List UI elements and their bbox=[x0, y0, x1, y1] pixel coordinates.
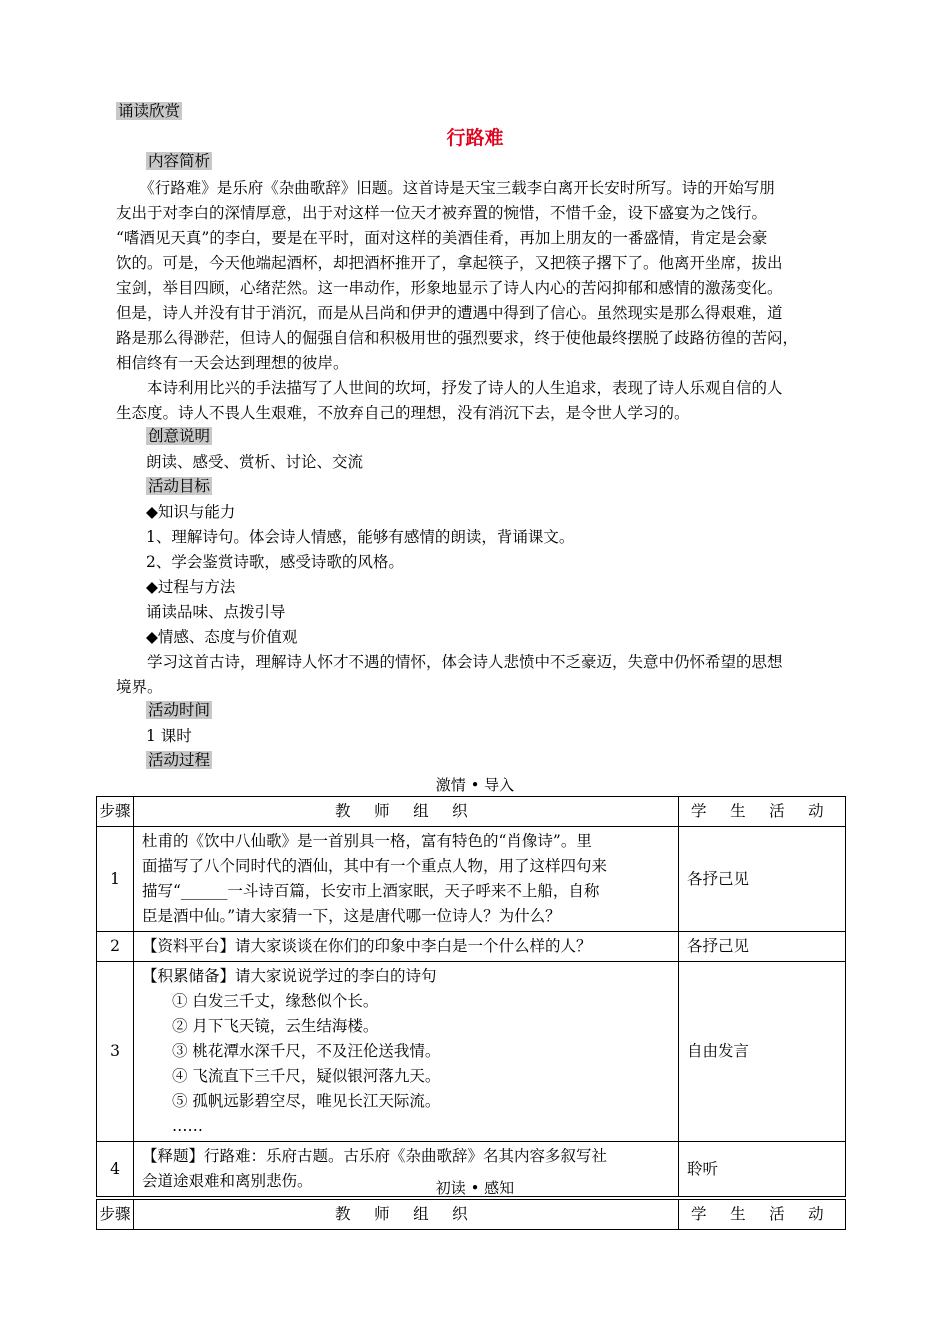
row-teacher: 【释题】行路难：乐府古题。古乐府《杂曲歌辞》名其内容多叙写社 会道途艰难和离别悲伤。 bbox=[134, 1142, 679, 1197]
analysis-line: 相信终有一天会达到理想的彼岸。 bbox=[116, 354, 349, 372]
poem-line: …… bbox=[172, 1117, 203, 1135]
knowledge-item: 2、学会鉴赏诗歌，感受诗歌的风格。 bbox=[146, 553, 404, 571]
poem-line: ① 白发三千丈，缘愁似个长。 bbox=[172, 992, 379, 1010]
goals-heading: 活动目标 bbox=[148, 477, 211, 495]
header-student: 学 生 活 动 bbox=[679, 1200, 846, 1230]
row-student: 各抒己见 bbox=[679, 827, 846, 932]
analysis-line: 饮的。可是，今天他端起酒杯，却把酒杯推开了，拿起筷子，又把筷子撂下了。他离开坐席，拔出 bbox=[116, 254, 783, 272]
table1-caption: 激情 • 导入 bbox=[435, 776, 515, 794]
header-step: 步骤 bbox=[97, 797, 134, 827]
row-step: 1 bbox=[97, 827, 134, 932]
poem-line: ③ 桃花潭水深千尺，不及汪伦送我情。 bbox=[172, 1042, 441, 1060]
table-row bbox=[97, 827, 846, 932]
creative-text: 朗读、感受、赏析、讨论、交流 bbox=[146, 453, 364, 471]
time-heading: 活动时间 bbox=[148, 701, 211, 719]
analysis-line: 友出于对李白的深情厚意，出于对这样一位天才被弃置的惋惜，不惜千金，设下盛宴为之饯行。 bbox=[116, 204, 768, 222]
table2-caption: 初读 • 感知 bbox=[435, 1179, 515, 1197]
table-row bbox=[97, 932, 846, 962]
knowledge-item: 1、理解诗句。体会诗人情感，能够有感情的朗读，背诵课文。 bbox=[146, 528, 575, 546]
table-first-reading bbox=[96, 1199, 846, 1230]
section-tag: 诵读欣赏 bbox=[118, 102, 181, 120]
row-step: 3 bbox=[97, 962, 134, 1142]
analysis-line: 本诗利用比兴的手法描写了人世间的坎坷，抒发了诗人的人生追求，表现了诗人乐观自信的人 bbox=[116, 379, 783, 397]
row-teacher: 【积累储备】请大家说说学过的李白的诗句 ① 白发三千丈，缘愁似个长。 ② 月下飞天镜，云生结海楼。 ③ 桃花潭水深千尺，不及汪伦送我情。 ④ 飞流直下三千尺，疑似银河落九天。 ⑤ 孤帆远影碧空尽，唯见长江天际流。 …… bbox=[134, 962, 679, 1142]
table-row bbox=[97, 962, 846, 1142]
process-method-text: 诵读品味、点拨引导 bbox=[146, 603, 286, 621]
header-teacher: 教 师 组 织 bbox=[134, 797, 679, 827]
header-step: 步骤 bbox=[97, 1200, 134, 1230]
row-teacher: 杜甫的《饮中八仙歌》是一首别具一格，富有特色的“肖像诗”。里 面描写了八个同时代的酒仙，其中有一个重点人物，用了这样四句来 描写“______一斗诗百篇，长安市上酒家眠，天子呼来不上船，自称 臣是酒中仙。”请大家猜一下，这是唐代哪一位诗人？为什么？ bbox=[134, 827, 679, 932]
row-student: 聆听 bbox=[679, 1142, 846, 1197]
row-student: 各抒己见 bbox=[679, 932, 846, 962]
table-header-row bbox=[97, 797, 846, 827]
row-teacher: 【资料平台】请大家谈谈在你们的印象中李白是一个什么样的人？ bbox=[134, 932, 679, 962]
row-step: 2 bbox=[97, 932, 134, 962]
analysis-line: 《行路难》是乐府《杂曲歌辞》旧题。这首诗是天宝三载李白离开长安时所写。诗的开始写朋 bbox=[116, 179, 775, 197]
process-heading: 活动过程 bbox=[148, 751, 211, 769]
process-method-heading: ◆过程与方法 bbox=[146, 578, 236, 596]
content-analysis-heading: 内容简析 bbox=[148, 152, 211, 170]
emotion-heading: ◆情感、态度与价值观 bbox=[146, 628, 298, 646]
analysis-line: 生态度。诗人不畏人生艰难，不放弃自己的理想，没有消沉下去，是令世人学习的。 bbox=[116, 404, 690, 422]
table-intro bbox=[96, 796, 846, 1197]
knowledge-heading: ◆知识与能力 bbox=[146, 503, 236, 521]
analysis-line: “嗜酒见天真”的李白，要是在平时，面对这样的美酒佳肴，再加上朋友的一番盛情，肯定是会豪 bbox=[116, 229, 768, 247]
emotion-line: 学习这首古诗，理解诗人怀才不遇的情怀，体会诗人悲愤中不乏豪迈，失意中仍怀希望的思想 bbox=[116, 653, 783, 671]
analysis-line: 但是，诗人并没有甘于消沉，而是从吕尚和伊尹的遭遇中得到了信心。虽然现实是那么得艰难，道 bbox=[116, 304, 783, 322]
row-student: 自由发言 bbox=[679, 962, 846, 1142]
row-step: 4 bbox=[97, 1142, 134, 1197]
creative-heading: 创意说明 bbox=[148, 427, 211, 445]
time-text: 1 课时 bbox=[146, 727, 192, 745]
table-header-row bbox=[97, 1200, 846, 1230]
poem-line: ② 月下飞天镜，云生结海楼。 bbox=[172, 1017, 379, 1035]
analysis-line: 宝剑，举目四顾，心绪茫然。这一串动作，形象地显示了诗人内心的苦闷抑郁和感情的激荡变化。 bbox=[116, 279, 783, 297]
analysis-line: 路是那么得渺茫，但诗人的倔强自信和积极用世的强烈要求，终于使他最终摆脱了歧路彷徨的苦闷， bbox=[116, 329, 799, 347]
header-student: 学 生 活 动 bbox=[679, 797, 846, 827]
poem-line: ④ 飞流直下三千尺，疑似银河落九天。 bbox=[172, 1067, 441, 1085]
poem-line: ⑤ 孤帆远影碧空尽，唯见长江天际流。 bbox=[172, 1092, 441, 1110]
emotion-line: 境界。 bbox=[116, 678, 163, 696]
page-title: 行路难 bbox=[446, 127, 504, 149]
header-teacher: 教 师 组 织 bbox=[134, 1200, 679, 1230]
